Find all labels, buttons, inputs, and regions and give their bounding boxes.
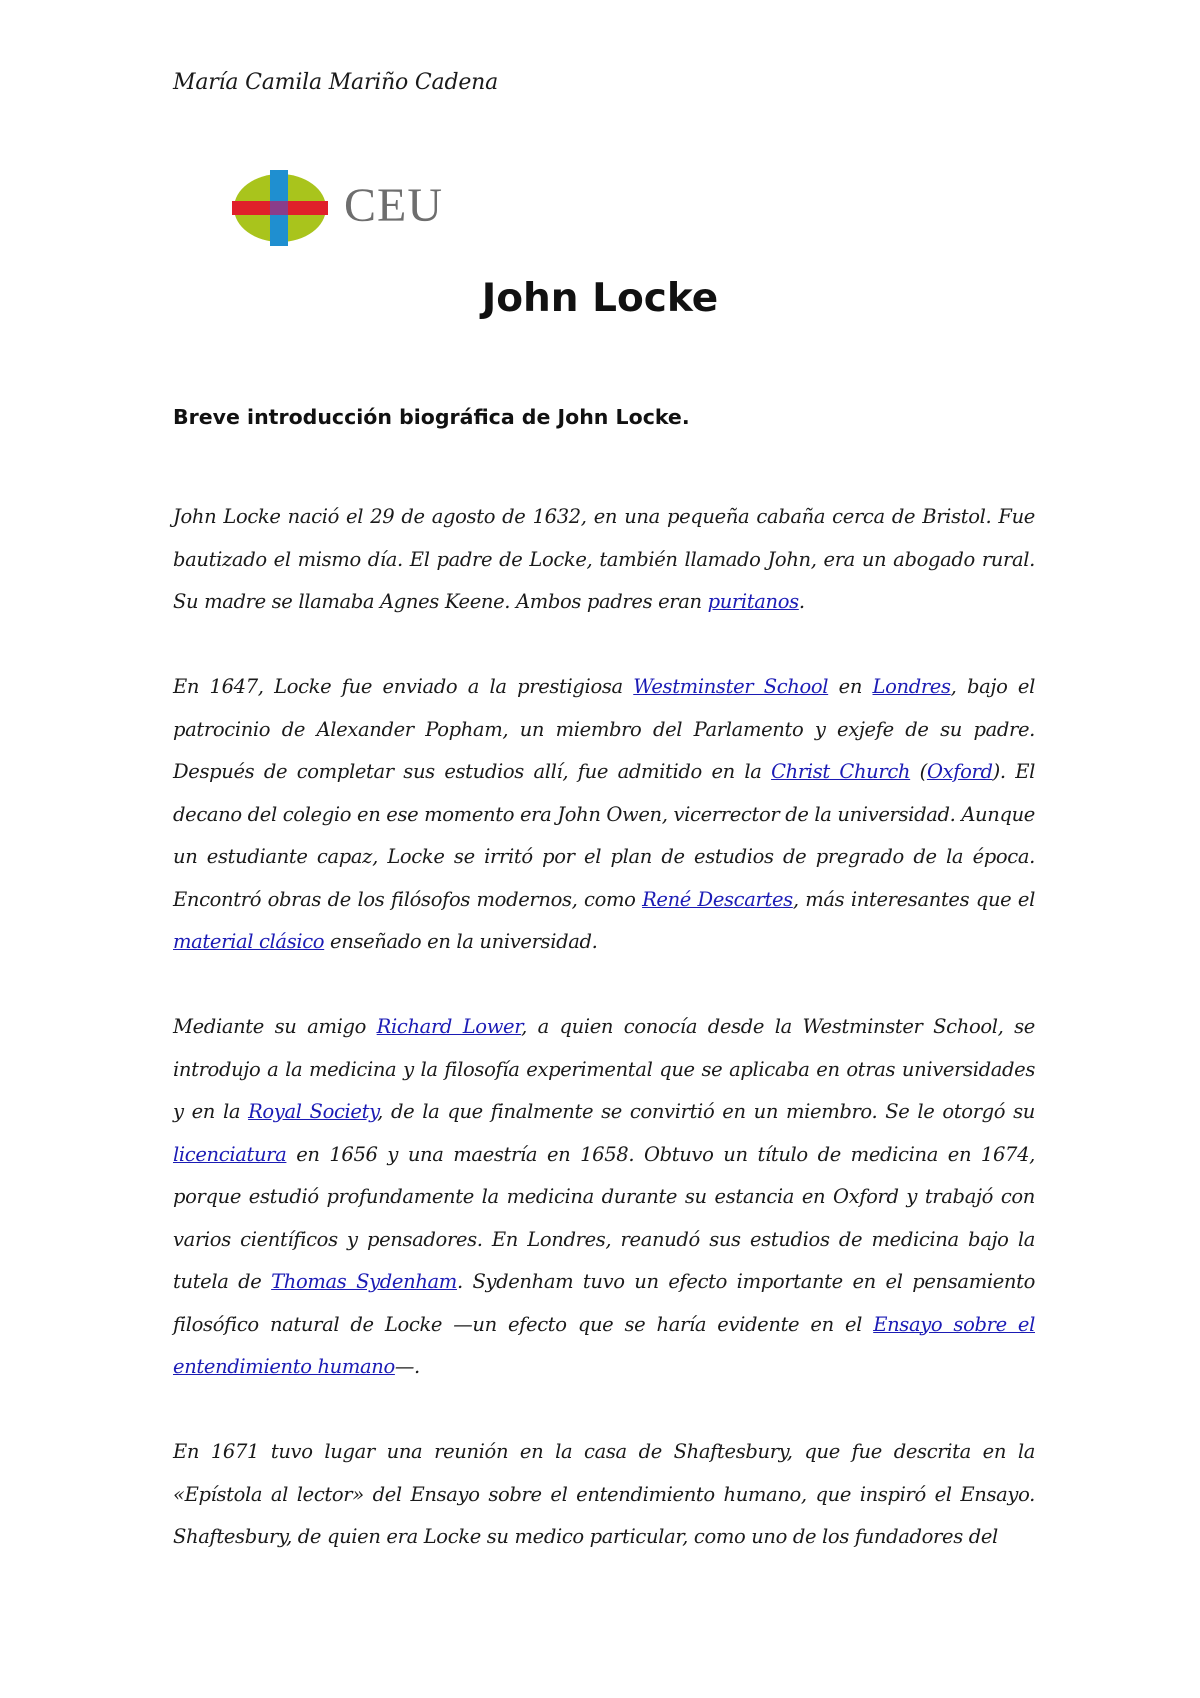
inline-link[interactable]: Londres (872, 675, 951, 698)
paragraph-text: , más interesantes que el (792, 887, 1035, 911)
paragraph-text: en 1656 y una maestría en 1658. Obtuvo un título de medicina en 1674, porque estudió profundamente la medicina durante su estancia en Oxford y trabajó con varios científicos y pensadores. En Londres, reanudó sus estudios de medicina bajo la tutela de (173, 1142, 1035, 1293)
body-paragraph (173, 666, 1035, 964)
inline-link[interactable]: Thomas Sydenham (271, 1270, 457, 1293)
paragraph-text: , de la que finalmente se convirtió en un miembro. Se le otorgó su (377, 1100, 1035, 1123)
paragraph-text: En 1647, Locke fue enviado a la prestigiosa (173, 675, 634, 698)
inline-link[interactable]: René Descartes (642, 887, 793, 911)
ceu-emblem-icon (232, 170, 332, 246)
inline-link[interactable]: puritanos (707, 590, 799, 613)
body-paragraph (173, 1431, 1035, 1559)
author-name: María Camila Mariño Cadena (173, 70, 499, 95)
paragraph-text: En 1671 tuvo lugar una reunión en la casa de Shaftesbury, que fue descrita en la «Epístola al lector» del Ensayo sobre el entendimiento humano, que inspiró el Ensayo. Shaftesbury, de quien era Locke su medico particular, como uno de los fundadores del (173, 1440, 1035, 1548)
body-paragraph (173, 496, 1035, 624)
paragraph-text: Mediante su amigo (173, 1015, 377, 1038)
paragraph-text: ). El decano del colegio en ese momento era John Owen, vicerrector de la universidad. Aunque un estudiante capaz, Locke se irritó por el plan de estudios de pregrado de la época. Encontró obras de los filósofos modernos, como (173, 760, 1036, 911)
paragraph-text: . Sydenham tuvo un efecto importante en el pensamiento filosófico natural de Locke —un efecto que se haría evidente en el (173, 1270, 1036, 1336)
paragraph-text: en (828, 675, 873, 698)
document-body (173, 496, 1035, 1601)
paragraph-text: , a quien conocía desde la Westminster School, se introdujo a la medicina y la filosofía experimental que se aplicaba en otras universidades y en la (173, 1015, 1035, 1123)
paragraph-text: John Locke nació el 29 de agosto de 1632, en una pequeña cabaña cerca de Bristol. Fue bautizado el mismo día. El padre de Locke, también llamado John, era un abogado rural. Su madre se llamaba Agnes Keene. Ambos padres eran (173, 505, 1035, 613)
inline-link[interactable]: Westminster School (633, 675, 829, 698)
inline-link[interactable]: Christ Church (771, 760, 911, 783)
paragraph-text: . (798, 590, 805, 613)
paragraph-text: —. (394, 1355, 420, 1378)
inline-link[interactable]: Oxford (926, 760, 993, 783)
inline-link[interactable]: material clásico (173, 930, 325, 953)
inline-link[interactable]: Royal Society (248, 1100, 378, 1123)
section-heading: Breve introducción biográfica de John Locke. (173, 405, 690, 429)
paragraph-text: enseñado en la universidad. (324, 930, 598, 953)
inline-link[interactable]: licenciatura (173, 1142, 287, 1166)
inline-link[interactable]: Richard Lower (376, 1015, 522, 1038)
document-title: John Locke (481, 276, 719, 321)
paragraph-text: , bajo el patrocinio de Alexander Popham, un miembro del Parlamento y exjefe de su padre. Después de completar sus estudios allí, fue admitido en la (173, 675, 1036, 783)
paragraph-text: ( (910, 760, 927, 783)
inline-link[interactable]: Ensayo sobre el entendimiento humano (173, 1312, 1035, 1378)
body-paragraph (173, 1006, 1035, 1389)
ceu-logo (232, 170, 472, 246)
ceu-logo-text: CEU (344, 179, 443, 232)
